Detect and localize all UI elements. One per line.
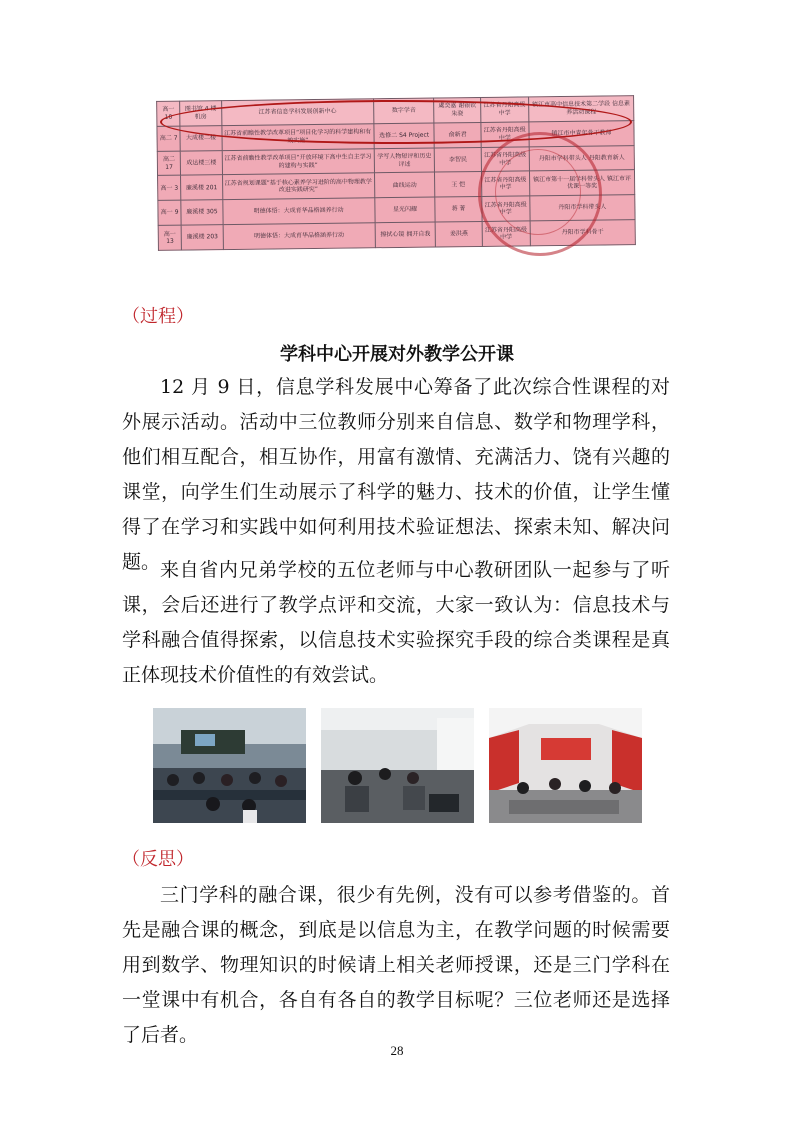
table-cell: 江苏省丹阳高级中学	[482, 221, 530, 246]
table-cell: 高二 7	[157, 126, 181, 151]
table-cell: 高一 9	[158, 200, 182, 225]
table-cell: 学写人物短评和历史评述	[374, 148, 435, 174]
table-cell: 江苏省丹阳高级中学	[481, 122, 529, 147]
table-cell: 明德体悟：大成育华品格涵养行动	[223, 223, 375, 250]
table-cell: 明德体悟：大成育华品格涵养行动	[222, 198, 374, 225]
process-label: （过程）	[122, 306, 194, 327]
table-cell: 江苏省丹阳高级中学	[481, 147, 529, 172]
paragraph-activity: 12 月 9 日，信息学科发展中心筹备了此次综合性课程的对外展示活动。活动中三位教师分别来自信息、数学和物理学科，他们相互配合，相互协作，用富有激情、充满活力、饶有兴趣的课堂，向学生们生动展示了科学的魅力、技术的价值，让学生懂得了在学习和实践中如何利用技术验证想法、探索未知、解决问题。	[122, 376, 670, 573]
table-cell: 高一 3	[158, 176, 182, 201]
table-cell: 大成楼二楼	[180, 125, 222, 150]
classroom-photo-1	[153, 708, 306, 823]
table-cell: 江苏省前瞻性教学改革项目“开放环境下高中生自主学习的建构与实践”	[222, 148, 374, 175]
table-cell: 江苏省丹阳高级中学	[481, 171, 529, 196]
section-title: 学科中心开展对外教学公开课	[280, 344, 514, 365]
table-cell: 镇江市高中信息技术第二学段 信息素养活动课程	[528, 96, 633, 122]
classroom-photo-2	[321, 708, 474, 823]
table-cell: 李智民	[435, 147, 482, 172]
table-cell: 廉溪楼 203	[181, 225, 223, 250]
table-cell: 图书馆 4 楼机房	[180, 101, 222, 126]
table-cell: 廉溪楼 305	[181, 200, 223, 225]
table-cell: 丹阳市学科带头人 丹阳教育新人	[529, 145, 634, 171]
table-cell: 俞新君	[434, 122, 481, 147]
table-cell: 廉溪楼 201	[181, 175, 223, 200]
table-cell: 擦拭心镜 拥开自我	[375, 222, 436, 248]
table-cell: 江苏省信息学科发展创新中心	[221, 99, 373, 126]
table-cell: 镇江市第十一届学科带头人 镇江市评优课一等奖	[529, 170, 634, 196]
table-cell: 丹阳市学科骨干	[530, 220, 635, 246]
table-cell: 蒋 菁	[435, 197, 482, 222]
table-cell: 丹阳市学科带头人	[530, 195, 635, 221]
table-cell: 镇江市中青年骨干教师	[529, 120, 634, 146]
table-cell: 姜洪燕	[436, 222, 483, 247]
paragraph-feedback: 来自省内兄弟学校的五位老师与中心教研团队一起参与了听课，会后还进行了教学点评和交流，大家一致认为：信息技术与学科融合值得探索，以信息技术实验探究手段的综合类课程是真正体现技术价值性的有效尝试。	[122, 559, 670, 686]
table-cell: 虞奕嘉 谢银钦 朱骁	[434, 97, 481, 122]
table-cell: 王 恺	[435, 172, 482, 197]
table-cell: 高二 17	[157, 151, 181, 176]
table-cell: 星光闪耀	[375, 197, 436, 223]
reflection-label: （反思）	[122, 849, 194, 870]
table-cell: 江苏省丹阳高级中学	[482, 196, 530, 221]
table-cell: 高一 10	[157, 101, 181, 126]
table-cell: 数字学音	[373, 98, 434, 124]
table-cell: 成达楼三楼	[181, 150, 223, 175]
table-cell: 江苏省前瞻性教学改革项目“项目化学习的科学建构和有效实施”	[222, 124, 374, 151]
paragraph-reflection: 三门学科的融合课，很少有先例，没有可以参考借鉴的。首先是融合课的概念，到底是以信息为主，在教学问题的时候需要用到数学、物理知识的时候请上相关老师授课，还是三门学科在一堂课中有机合，各自有各自的教学目标呢？三位老师还是选择了后者。	[122, 884, 670, 1046]
table-cell: 江苏省丹阳高级中学	[480, 97, 528, 122]
classroom-photo-3	[489, 708, 642, 823]
table-cell: 曲线运动	[374, 173, 435, 199]
official-seal-stamp	[478, 132, 602, 256]
table-cell: 选修二 S4 Project	[374, 123, 435, 149]
page-number: 28	[390, 1043, 404, 1058]
table-cell: 高一 13	[158, 225, 182, 250]
table-cell: 江苏省规划课题“基于核心素养学习进阶的高中物理教学改进实践研究”	[222, 173, 374, 200]
